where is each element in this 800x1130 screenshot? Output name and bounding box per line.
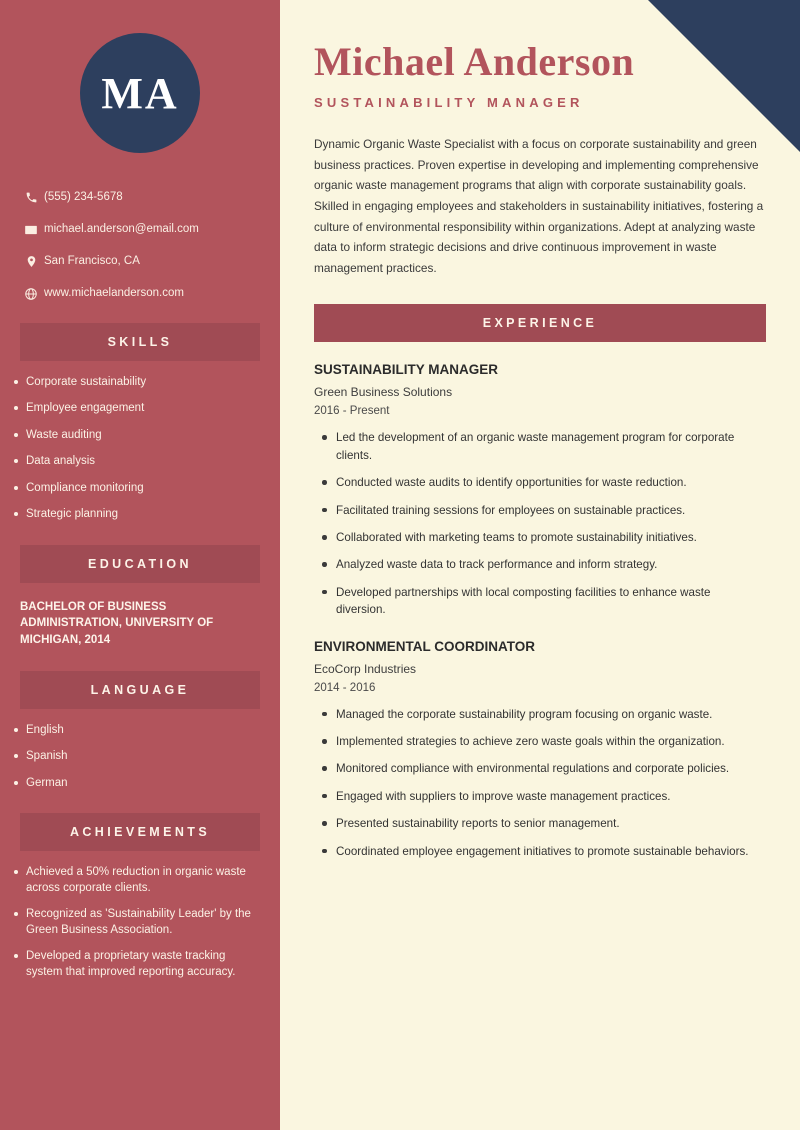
contact-item-website[interactable] bbox=[18, 287, 280, 301]
avatar: MA bbox=[80, 33, 200, 153]
achievements-list bbox=[0, 865, 280, 980]
list-item: Presented sustainability reports to senior management. bbox=[336, 815, 766, 832]
achievements-section bbox=[0, 813, 280, 980]
experience-entry-2 bbox=[314, 639, 766, 860]
contact-item-location[interactable] bbox=[18, 255, 280, 269]
list-item: Compliance monitoring bbox=[26, 481, 260, 497]
job-title-subheading: SUSTAINABILITY MANAGER bbox=[314, 95, 584, 110]
job-role: ENVIRONMENTAL COORDINATOR bbox=[314, 638, 536, 654]
contact-item-email[interactable] bbox=[18, 223, 280, 237]
avatar-container bbox=[0, 0, 280, 153]
list-item: Collaborated with marketing teams to promote sustainability initiatives. bbox=[336, 529, 766, 546]
location-pin-icon bbox=[18, 255, 44, 268]
list-item: Analyzed waste data to track performance and inform strategy. bbox=[336, 556, 766, 573]
job-company: Green Business Solutions bbox=[314, 385, 453, 400]
list-item: Conducted waste audits to identify opportunities for waste reduction. bbox=[336, 474, 766, 491]
contact-text-location: San Francisco, CA bbox=[44, 254, 140, 267]
sidebar bbox=[0, 0, 280, 1130]
list-item: German bbox=[26, 776, 260, 792]
achievements-heading: ACHIEVEMENTS bbox=[20, 813, 260, 851]
experience-entry-1 bbox=[314, 362, 766, 618]
list-item: Developed a proprietary waste tracking system that improved reporting accuracy. bbox=[26, 949, 260, 980]
professional-summary: Dynamic Organic Waste Specialist with a focus on corporate sustainability and green business practices. Proven expertise in developing and implementing comprehensive organic waste management programs that align with corporate sustainability goals. Skilled in engaging employees and stakeholders in sustainability initiatives, fostering a culture of environmental responsibility within organizations. Adept at analyzing waste data to inform strategic decisions and drive continuous improvement in waste management practices. bbox=[314, 137, 764, 275]
job-bullets bbox=[314, 429, 766, 618]
list-item: Managed the corporate sustainability program focusing on organic waste. bbox=[336, 706, 766, 723]
education-heading: EDUCATION bbox=[20, 545, 260, 583]
list-item: Employee engagement bbox=[26, 401, 260, 417]
language-list bbox=[0, 723, 280, 792]
list-item: Waste auditing bbox=[26, 428, 260, 444]
job-bullets bbox=[314, 706, 766, 860]
experience-heading: EXPERIENCE bbox=[314, 304, 766, 342]
job-dates: 2014 - 2016 bbox=[314, 681, 376, 694]
globe-icon bbox=[18, 287, 44, 301]
job-company: EcoCorp Industries bbox=[314, 661, 417, 676]
skills-section bbox=[0, 323, 280, 523]
list-item: Achieved a 50% reduction in organic waste across corporate clients. bbox=[26, 865, 260, 896]
main-content bbox=[280, 0, 800, 1130]
list-item: Strategic planning bbox=[26, 507, 260, 523]
language-section bbox=[0, 671, 280, 792]
job-dates: 2016 - Present bbox=[314, 405, 390, 418]
list-item: English bbox=[26, 723, 260, 739]
list-item: Data analysis bbox=[26, 454, 260, 470]
page-title: Michael Anderson bbox=[314, 39, 635, 84]
list-item: Implemented strategies to achieve zero waste goals within the organization. bbox=[336, 733, 766, 750]
education-section bbox=[0, 545, 280, 649]
contact-item-phone[interactable] bbox=[18, 191, 280, 205]
skills-heading: SKILLS bbox=[20, 323, 260, 361]
education-entry: BACHELOR OF BUSINESS ADMINISTRATION, UNIVERSITY OF MICHIGAN, 2014 bbox=[20, 600, 214, 647]
list-item: Led the development of an organic waste management program for corporate clients. bbox=[336, 429, 766, 464]
list-item: Coordinated employee engagement initiatives to promote sustainable behaviors. bbox=[336, 843, 766, 860]
envelope-icon bbox=[18, 223, 44, 237]
contact-text-website: www.michaelanderson.com bbox=[44, 286, 184, 299]
list-item: Corporate sustainability bbox=[26, 375, 260, 391]
language-heading: LANGUAGE bbox=[20, 671, 260, 709]
phone-icon bbox=[18, 191, 44, 204]
list-item: Facilitated training sessions for employees on sustainable practices. bbox=[336, 502, 766, 519]
contact-text-phone: (555) 234-5678 bbox=[44, 191, 123, 203]
list-item: Recognized as 'Sustainability Leader' by the Green Business Association. bbox=[26, 907, 260, 938]
contact-list bbox=[0, 191, 280, 301]
list-item: Spanish bbox=[26, 749, 260, 765]
list-item: Monitored compliance with environmental regulations and corporate policies. bbox=[336, 760, 766, 777]
contact-text-email: michael.anderson@email.com bbox=[44, 222, 199, 235]
list-item: Developed partnerships with local composting facilities to enhance waste diversion. bbox=[336, 584, 766, 619]
list-item: Engaged with suppliers to improve waste management practices. bbox=[336, 788, 766, 805]
skills-list bbox=[0, 375, 280, 523]
job-role: SUSTAINABILITY MANAGER bbox=[314, 362, 499, 378]
